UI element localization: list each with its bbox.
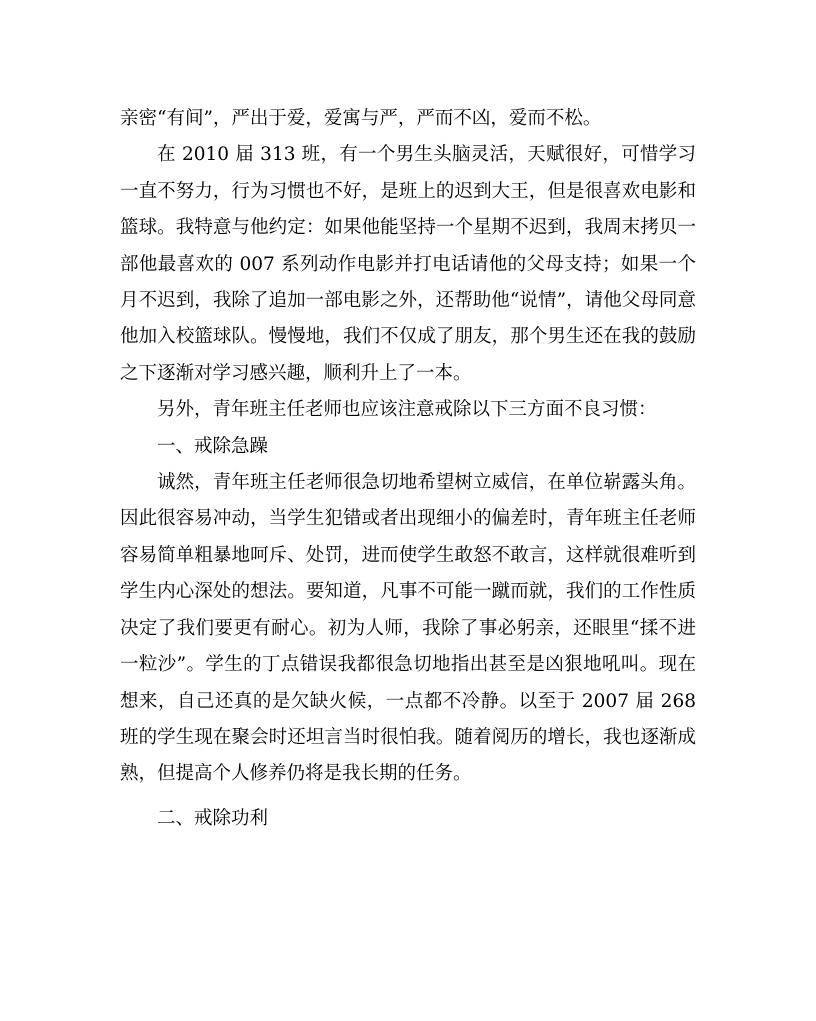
paragraph-continuation: 亲密“有间”，严出于爱，爱寓与严，严而不凶，爱而不松。 bbox=[120, 108, 602, 129]
paragraph-intro-habits: 另外，青年班主任老师也应该注意戒除以下三方面不良习惯： bbox=[157, 399, 657, 421]
document-body bbox=[120, 101, 696, 837]
paragraph-impatience: 诚然，青年班主任老师很急切地希望树立威信，在单位崭露头角。因此很容易冲动，当学生犯错或者出现细小的偏差时，青年班主任老师容易简单粗暴地呵斥、处罚，进而使学生敢怒不敢言，这样就很难听到学生内心深处的想法。要知道，凡事不可能一蹴而就，我们的工作性质决定了我们要更有耐心。初为人师，我除了事必躬亲，还眼里“揉不进一粒沙”。学生的丁点错误我都很急切地指出甚至是凶狠地吼叫。现在想来，自己还真的是欠缺火候，一点都不冷静。以至于 2007 届 268 班的学生现在聚会时还坦言当时很怕我。随着阅历的增长，我也逐渐成熟，但提高个人修养仍将是我长期的任务。 bbox=[120, 472, 696, 785]
section-heading-impatience: 一、戒除急躁 bbox=[157, 435, 269, 457]
section-heading-utilitarian: 二、戒除功利 bbox=[157, 807, 269, 829]
paragraph-story: 在 2010 届 313 班，有一个男生头脑灵活，天赋很好，可惜学习一直不努力，行为习惯也不好，是班上的迟到大王，但是很喜欢电影和篮球。我特意与他约定：如果他能坚持一个星期不迟到，我周末拷贝一部他最喜欢的 007 系列动作电影并打电话请他的父母支持；如果一个月不迟到，我除了追加一部电影之外，还帮助他“说情”，请他父母同意他加入校篮球队。慢慢地，我们不仅成了朋友，那个男生还在我的鼓励之下逐渐对学习感兴趣，顺利升上了一本。 bbox=[120, 144, 696, 384]
